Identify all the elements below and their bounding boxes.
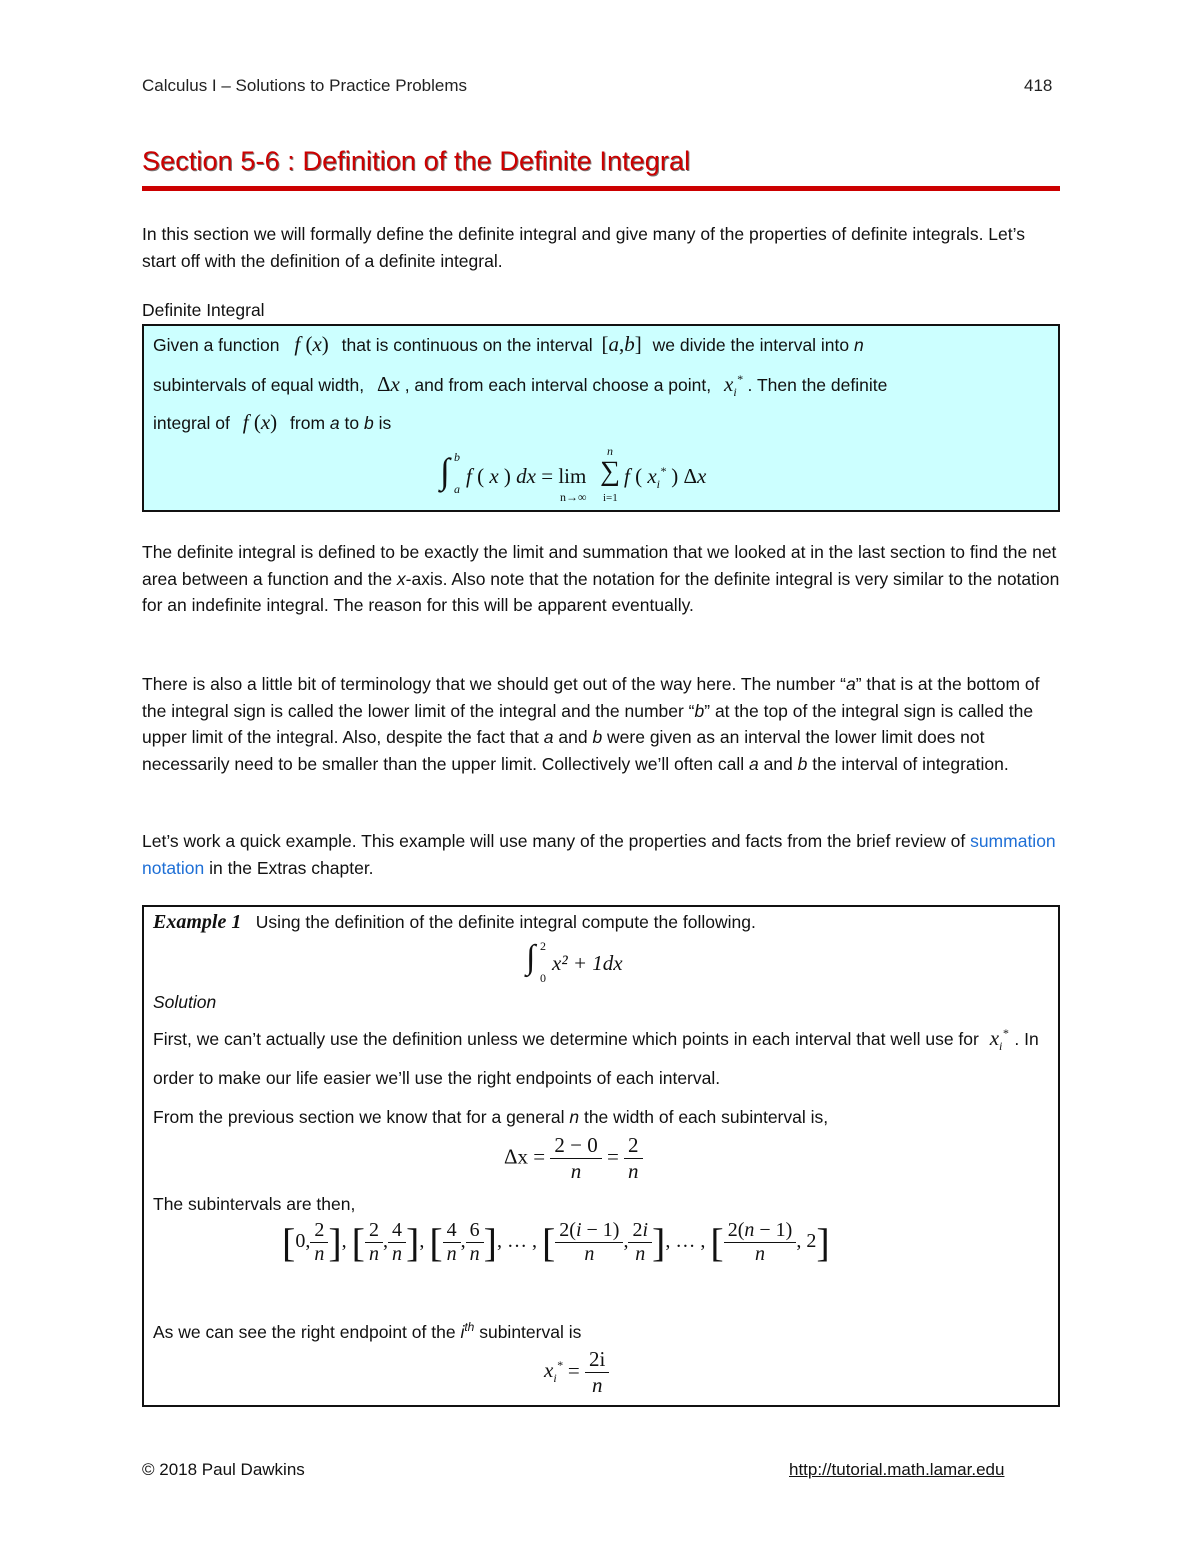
definition-line-1: Given a function f (x) that is continuous on the interval [a,b] we divide the interval into n	[153, 332, 864, 356]
definition-box	[142, 324, 1060, 512]
definition-label: Definite Integral	[142, 300, 265, 320]
example-label: Example 1	[153, 911, 242, 933]
solution-text-4: As we can see the right endpoint of the $i^{th}$ subinterval is	[153, 1320, 582, 1342]
definition-formula: ∫ b a f ( x ) dx = lim n→∞ ∑ n i=1 f ( $x_i^*$ ) Δx	[440, 444, 707, 504]
right-endpoint-formula: $x_i^*$ = $\frac{2i}{n}$	[544, 1347, 609, 1398]
solution-text-1: First, we can’t actually use the definition unless we determine which points in each interval that well use for $x_i^*$ . In order to make our life easier we’ll use the right endpoints of each interval.	[153, 1026, 1039, 1089]
x-i-star: $x_i^*$	[724, 372, 743, 400]
solution-text-3: The subintervals are then,	[153, 1194, 356, 1214]
intro-text: In this section we will formally define the definite integral and give many of the properties of definite integrals. Let’s start off with the definition of a definite integral.	[142, 224, 1025, 271]
footer-copyright: © 2018 Paul Dawkins	[142, 1460, 305, 1479]
sum-sign: ∑	[600, 456, 620, 487]
paragraph-example-intro: Let’s work a quick example. This example will use many of the properties and facts from the brief review of summation notation in the Extras chapter.	[142, 831, 1056, 878]
solution-label: Solution	[153, 992, 217, 1012]
x-i-star: $x_i^*$	[989, 1026, 1009, 1054]
delta-x: Δx	[376, 372, 400, 396]
example-box	[142, 905, 1060, 1407]
delta-x-formula: Δx = $\frac{2 - 0}{n}$ = $\frac{2}{n}$	[504, 1133, 643, 1184]
lim-subscript: n→∞	[560, 490, 587, 504]
title-rule	[142, 186, 1060, 191]
example-heading	[153, 911, 756, 934]
interval-ab: [a,b]	[601, 332, 642, 356]
section-title: Section 5-6 : Definition of the Definite Integral	[142, 146, 691, 176]
f-of-x: f	[294, 332, 301, 356]
footer-url-link[interactable]: http://tutorial.math.lamar.edu	[789, 1460, 1005, 1479]
running-title: Calculus I – Solutions to Practice Problems	[142, 76, 468, 95]
paragraph-definite-integral: The definite integral is defined to be exactly the limit and summation that we looked at in the last section to find the net area between a function and the x-axis. Also note that the notation for the definite integral is very similar to the notation for an indefinite integral. The reason for this will be apparent eventually.	[142, 542, 1060, 615]
page-number: 418	[1024, 76, 1053, 95]
paragraph-terminology: There is also a little bit of terminology that we should get out of the way here. The number “a” that is at the bottom of the integral sign is called the lower limit of the integral and the number “b” at the top of the integral sign is called the upper limit of the integral. Also, despite the fact that a and b were given as an interval the lower limit does not necessarily need to be smaller than the upper limit. Collectively we’ll often call a and b the interval of integration.	[142, 674, 1040, 774]
example-prompt: Using the definition of the definite integral compute the following.	[255, 912, 756, 932]
definition-line-3: integral of f (x) from a to b is	[153, 410, 392, 434]
solution-text-2: From the previous section we know that for a general n the width of each subinterval is,	[153, 1107, 829, 1127]
summation-notation-link[interactable]: summation notation	[142, 831, 1056, 878]
definition-line-2: subintervals of equal width, Δx , and from each interval choose a point, $x_i^*$ . Then the definite	[153, 372, 888, 400]
subintervals-formula: [0, $\frac{2}{n}$ ], [ $\frac{2}{n}$ , $\frac{4}{n}$ ], [ $\frac{4}{n}$ , $\frac{6}{n}$ ], … , [ $\frac{2(i - 1)}{n}$ , $\frac{2i}{n}$ ], … , [ $\frac{2(n - 1)}{n}$ , 2]	[282, 1219, 830, 1265]
integral-sign: ∫	[440, 451, 450, 491]
example-integral: ∫ 2 0 x² + 1dx	[526, 939, 623, 985]
intro-paragraph	[142, 221, 1062, 274]
